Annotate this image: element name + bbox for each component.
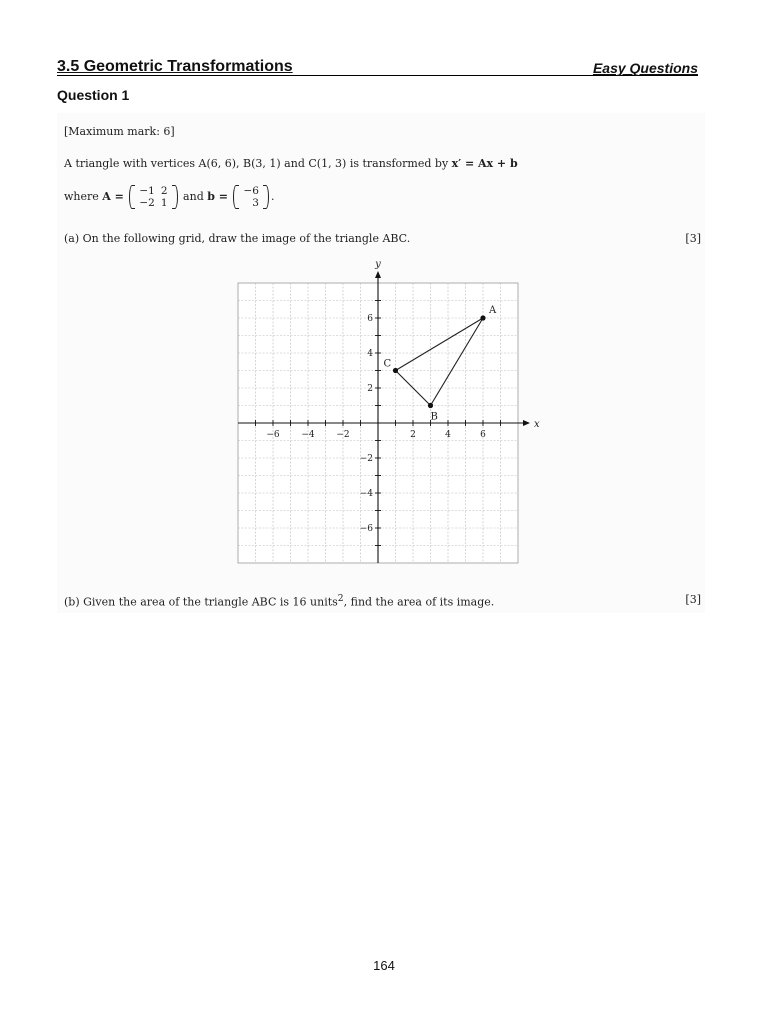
vertex-label-c: C [383,358,392,370]
part-b-text [64,593,494,609]
and-text: and [183,190,204,203]
y-axis-label: y [375,259,381,270]
vertex-label-b: B [430,411,438,423]
part-b-mark: [3] [685,593,701,606]
end-period: . [270,190,275,203]
where-text: where [64,190,103,203]
question-title: Question 1 [57,87,130,103]
intro-text: A triangle with vertices A(6, 6), B(3, 1) and C(1, 3) is transformed by [64,157,452,170]
y-tick-label: −4 [359,489,373,499]
x-tick-label: −4 [301,430,315,440]
vector-b [233,185,268,209]
matrix-A [129,185,177,209]
vector-b-cell: 3 [252,197,259,209]
vertex-label-a: A [489,305,497,316]
x-tick-label: 6 [480,430,486,440]
section-title: 3.5 Geometric Transformations [57,58,293,75]
matrix-line [64,185,274,209]
page-number: 164 [373,958,395,973]
y-tick-label: −6 [359,524,373,534]
part-b-main: (b) Given the area of the triangle ABC is 16 units [64,595,338,609]
y-axis-arrow-icon [375,271,381,278]
y-tick-label: 2 [367,384,373,394]
vertex-point-b [428,403,433,408]
coordinate-grid [220,259,540,585]
vertex-point-c [393,368,398,373]
x-tick-label: −6 [266,430,280,440]
y-tick-label: 6 [367,314,373,324]
part-a-mark: [3] [685,232,701,245]
max-mark: [Maximum mark: 6] [64,125,175,138]
part-b-superscript: 2 [337,593,344,604]
x-tick-label: −2 [336,430,350,440]
transform-formula: x′ = Ax + b [451,157,518,170]
matrix-A-cell: 1 [160,197,168,209]
matrix-A-label: A = [102,190,124,203]
y-tick-label: −2 [359,454,373,464]
part-a-text: (a) On the following grid, draw the image of the triangle ABC. [64,232,411,245]
matrix-A-cell: 2 [160,185,168,197]
matrix-A-cell: −2 [139,197,155,209]
matrix-A-cell: −1 [139,185,155,197]
x-axis-label: x [534,419,540,430]
difficulty-label: Easy Questions [592,60,698,76]
vector-b-cell: −6 [243,185,259,197]
x-axis-arrow-icon [523,420,530,426]
vector-b-label: b = [207,190,228,203]
question-intro [64,157,518,170]
question-panel [57,113,705,613]
x-tick-label: 4 [445,430,451,440]
vertex-point-a [480,315,485,320]
part-b-end: , find the area of its image. [343,595,495,609]
y-tick-label: 4 [367,349,373,359]
x-tick-label: 2 [410,430,416,440]
